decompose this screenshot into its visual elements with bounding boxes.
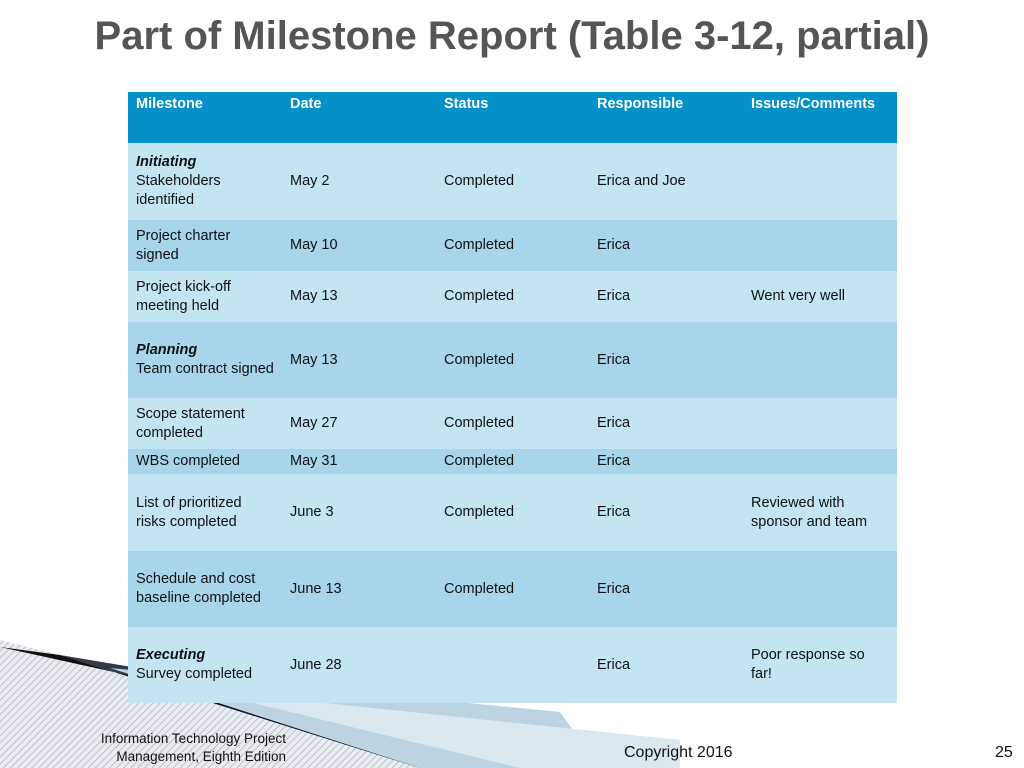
responsible-cell: Erica — [589, 271, 743, 322]
comments-cell — [743, 449, 897, 474]
date-cell: June 28 — [282, 627, 436, 703]
status-cell: Completed — [436, 474, 589, 551]
responsible-cell: Erica — [589, 551, 743, 627]
header-date: Date — [282, 92, 436, 143]
comments-cell: Reviewed with sponsor and team — [743, 474, 897, 551]
page-number: 25 — [995, 744, 1013, 761]
date-cell: May 10 — [282, 220, 436, 271]
status-cell: Completed — [436, 322, 589, 398]
milestone-text: Team contract signed — [136, 361, 274, 377]
responsible-cell: Erica — [589, 474, 743, 551]
milestone-cell: WBS completed — [128, 449, 282, 474]
milestone-cell — [128, 627, 282, 703]
milestone-cell: Project kick-off meeting held — [128, 271, 282, 322]
comments-cell: Went very well — [743, 271, 897, 322]
phase-label: Initiating — [136, 154, 197, 170]
header-issues-comments: Issues/Comments — [743, 92, 897, 143]
table-row — [128, 220, 897, 271]
milestone-text: Survey completed — [136, 666, 253, 682]
comments-cell — [743, 143, 897, 220]
status-cell: Completed — [436, 449, 589, 474]
status-cell: Completed — [436, 220, 589, 271]
status-cell: Completed — [436, 271, 589, 322]
footer-book-title — [80, 730, 286, 766]
comments-cell — [743, 322, 897, 398]
status-cell: Completed — [436, 398, 589, 449]
table-row — [128, 474, 897, 551]
date-cell: May 13 — [282, 322, 436, 398]
responsible-cell: Erica — [589, 627, 743, 703]
milestone-cell: List of prioritized risks completed — [128, 474, 282, 551]
status-cell: Completed — [436, 551, 589, 627]
date-cell: May 31 — [282, 449, 436, 474]
responsible-cell: Erica — [589, 220, 743, 271]
milestone-table — [128, 92, 897, 703]
date-cell: June 3 — [282, 474, 436, 551]
header-status: Status — [436, 92, 589, 143]
responsible-cell: Erica — [589, 398, 743, 449]
table-row — [128, 449, 897, 474]
comments-cell — [743, 398, 897, 449]
milestone-text: Stakeholders identified — [136, 173, 221, 208]
footer-copyright: Copyright 2016 — [624, 744, 733, 761]
table-row — [128, 627, 897, 703]
date-cell: May 13 — [282, 271, 436, 322]
responsible-cell: Erica and Joe — [589, 143, 743, 220]
status-cell — [436, 627, 589, 703]
table-row — [128, 143, 897, 220]
phase-label: Planning — [136, 342, 198, 358]
table-row — [128, 271, 897, 322]
responsible-cell: Erica — [589, 322, 743, 398]
table-row — [128, 551, 897, 627]
table-row — [128, 398, 897, 449]
milestone-cell — [128, 143, 282, 220]
date-cell: June 13 — [282, 551, 436, 627]
milestone-cell — [128, 322, 282, 398]
date-cell: May 27 — [282, 398, 436, 449]
header-responsible: Responsible — [589, 92, 743, 143]
date-cell: May 2 — [282, 143, 436, 220]
footer-book-line: Management, Eighth Edition — [116, 749, 286, 764]
milestone-cell: Project charter signed — [128, 220, 282, 271]
slide-title: Part of Milestone Report (Table 3-12, partial) — [94, 14, 930, 58]
comments-cell — [743, 551, 897, 627]
status-cell: Completed — [436, 143, 589, 220]
comments-cell — [743, 220, 897, 271]
comments-cell: Poor response so far! — [743, 627, 897, 703]
milestone-cell: Scope statement completed — [128, 398, 282, 449]
table-header-row — [128, 92, 897, 143]
milestone-cell: Schedule and cost baseline completed — [128, 551, 282, 627]
table-row — [128, 322, 897, 398]
responsible-cell: Erica — [589, 449, 743, 474]
phase-label: Executing — [136, 647, 206, 663]
footer-book-line: Information Technology Project — [100, 731, 286, 746]
header-milestone: Milestone — [128, 92, 282, 143]
